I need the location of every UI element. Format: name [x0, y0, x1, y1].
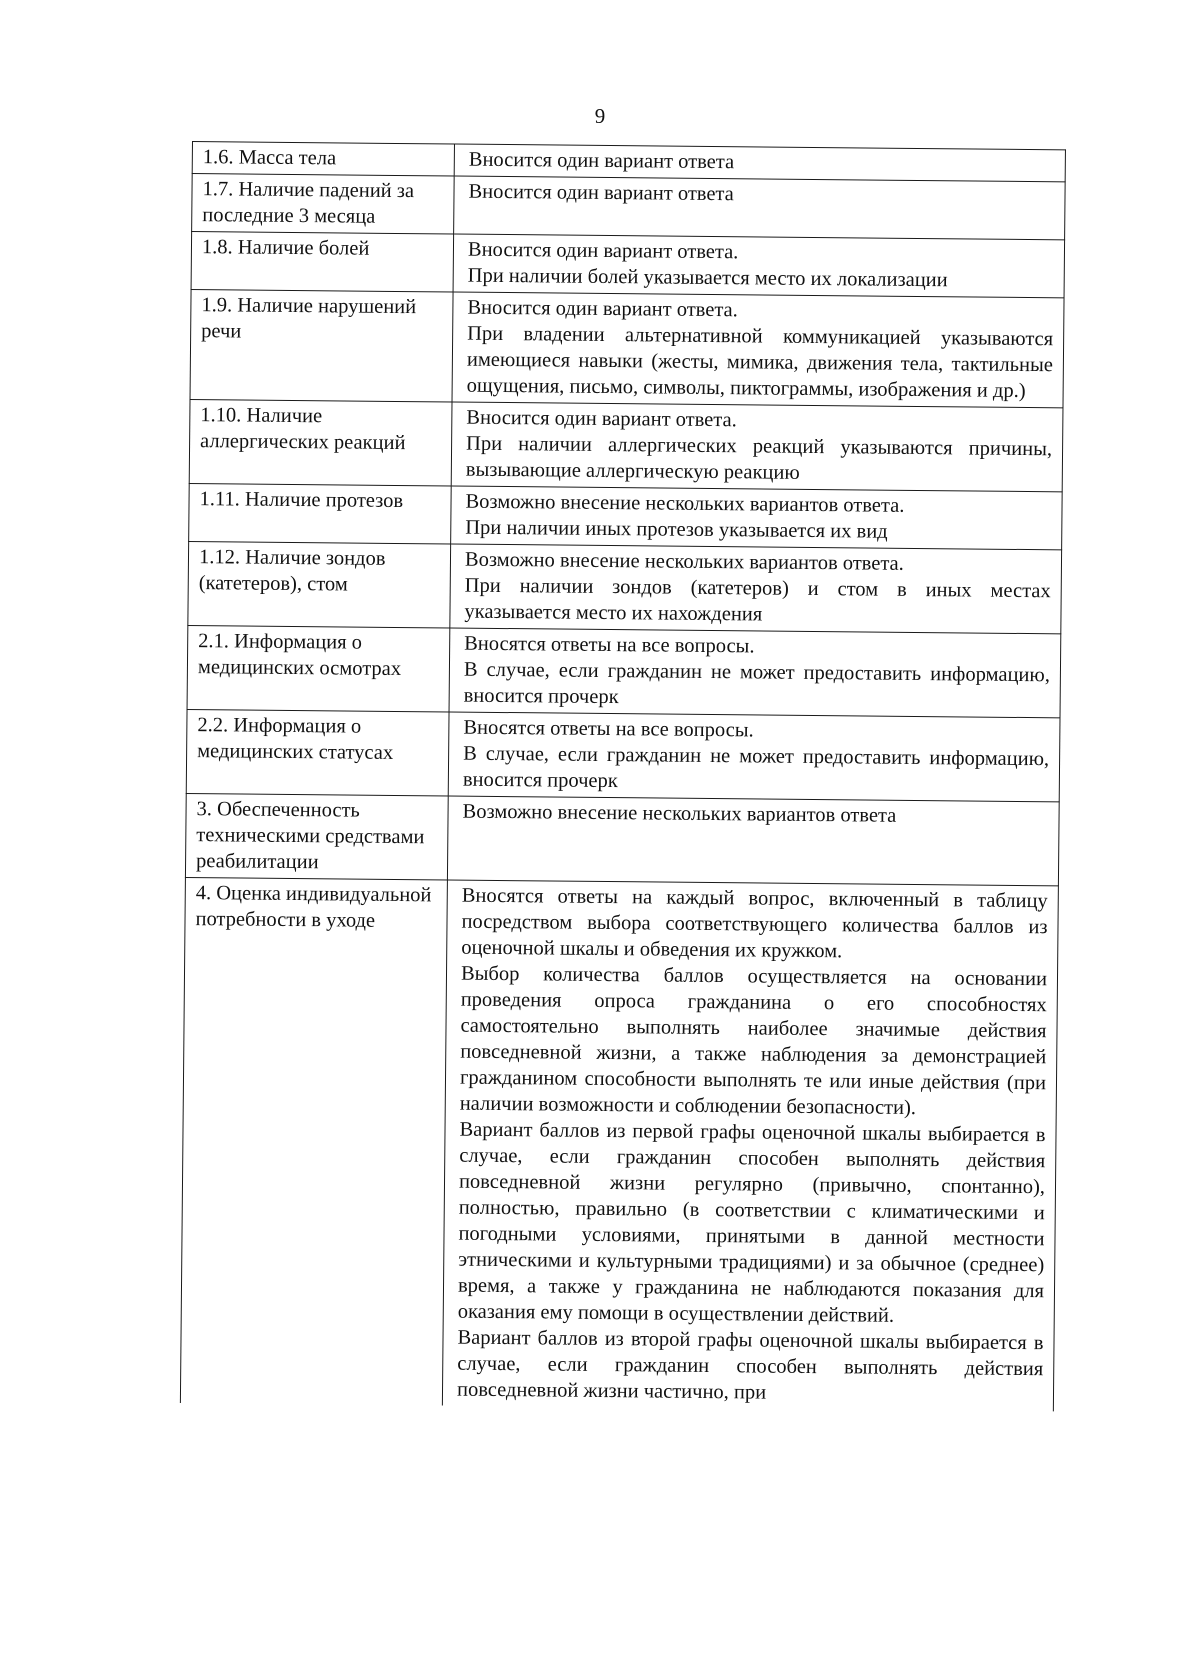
table-row	[180, 877, 1058, 1411]
row-parameter: 2.1. Информация о медицинских осмотрах	[187, 625, 450, 712]
row-parameter: 1.7. Наличие падений за последние 3 месяца	[192, 174, 455, 235]
description-line: В случае, если гражданин не может предоставить информацию, вносится прочерк	[462, 742, 1050, 793]
table-row	[189, 483, 1063, 549]
table-row	[185, 793, 1059, 885]
table-row	[191, 232, 1065, 298]
table-row	[190, 289, 1064, 407]
row-parameter: 1.12. Наличие зондов (катетеров), стом	[188, 541, 451, 628]
description-line: Вносится один вариант ответа.	[466, 406, 737, 432]
row-parameter: 1.10. Наличие аллергических реакций	[189, 399, 452, 486]
description-line: При наличии иных протезов указывается их вид	[465, 516, 888, 543]
description-line: При наличии болей указывается место их локализации	[467, 264, 948, 292]
description-line: Возможно внесение нескольких вариантов ответа.	[464, 548, 904, 575]
row-parameter: 3. Обеспеченность техническими средствами реабилитации	[185, 793, 448, 880]
table-row	[188, 541, 1062, 633]
row-description	[447, 796, 1059, 886]
table-row	[187, 625, 1061, 717]
row-description	[449, 628, 1061, 718]
description-line: Вариант баллов из второй графы оценочной шкалы выбирается в случае, если гражданин способен выполнять действия повседневной жизни частично, при	[456, 1326, 1044, 1404]
instructions-table	[180, 141, 1066, 1411]
description-line: В случае, если гражданин не может предоставить информацию, вносится прочерк	[463, 658, 1051, 709]
table-row	[189, 399, 1063, 491]
description-line: Выбор количества баллов осуществляется на основании проведения опроса гражданина о его способностях самостоятельно выполнять наиболее значимые действия повседневной жизни, а также наблюдения за демонстрацией гражданином способности выполнять те или иные действия (при наличии возможности и соблюдении безопасности).	[459, 962, 1048, 1119]
description-line: Вносятся ответы на все вопросы.	[464, 632, 755, 658]
row-parameter: 1.11. Наличие протезов	[189, 483, 452, 544]
row-description	[451, 402, 1063, 492]
row-description	[454, 176, 1066, 240]
row-parameter: 1.9. Наличие нарушений речи	[190, 289, 453, 402]
row-description	[452, 292, 1064, 408]
row-description	[442, 880, 1058, 1411]
row-parameter: 1.8. Наличие болей	[191, 232, 454, 293]
row-description	[450, 544, 1062, 634]
row-description	[453, 234, 1065, 298]
description-line: Вносятся ответы на каждый вопрос, включенный в таблицу посредством выбора соответствующего количества баллов из оценочной шкалы и обведения их кружком.	[461, 884, 1048, 963]
description-line: Вносятся ответы на все вопросы.	[463, 716, 754, 742]
row-description	[451, 486, 1063, 550]
table-row	[192, 174, 1066, 240]
row-parameter: 1.6. Масса тела	[192, 142, 454, 177]
description-line: Вносится один вариант ответа	[468, 148, 735, 174]
description-line: Вносится один вариант ответа.	[467, 296, 738, 322]
description-line: При владении альтернативной коммуникацией указываются имеющиеся навыки (жесты, мимика, движения тела, тактильные ощущения, письмо, символы, пиктограммы, изображения и др.)	[466, 322, 1054, 403]
row-parameter: 2.2. Информация о медицинских статусах	[186, 709, 449, 796]
page-number: 9	[594, 104, 606, 128]
description-line: При наличии аллергических реакций указываются причины, вызывающие аллергическую реакцию	[465, 432, 1053, 484]
description-line: Возможно внесение нескольких вариантов ответа	[462, 800, 897, 827]
description-line: Вносится один вариант ответа	[468, 180, 734, 206]
row-parameter: 4. Оценка индивидуальной потребности в уходе	[180, 877, 447, 1405]
description-line: При наличии зондов (катетеров) и стом в иных местах указывается место их нахождения	[464, 574, 1051, 626]
description-line: Вносится один вариант ответа.	[467, 238, 739, 264]
table-row	[186, 709, 1060, 801]
row-description	[448, 712, 1060, 802]
description-line: Возможно внесение нескольких вариантов ответа.	[465, 490, 905, 517]
description-line: Вариант баллов из первой графы оценочной шкалы выбирается в случае, если гражданин способен выполнять действия повседневной жизни регулярно (привычно, спонтанно), полностью, правильно (в соответствии с климатическими и погодными условиями, принятыми в данной местности этническими и культурными традициями) и за обычное (среднее) время, а также у гражданина не наблюдаются показания для оказания ему помощи в осуществлении действий.	[457, 1118, 1046, 1327]
